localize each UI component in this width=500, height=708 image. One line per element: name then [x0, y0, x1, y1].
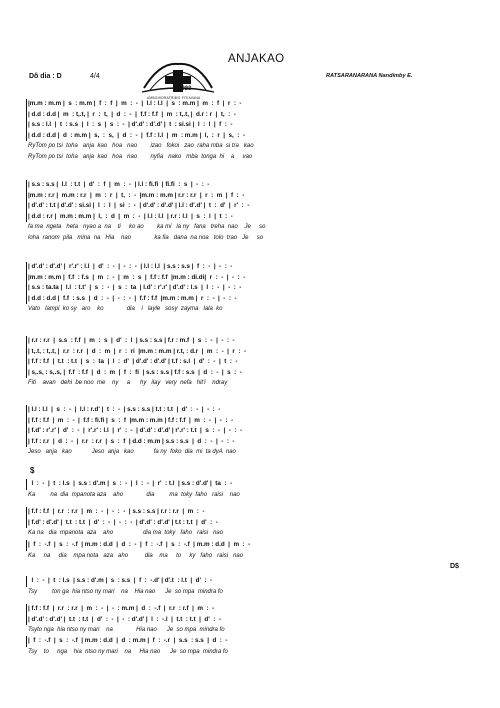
music-system — [28, 604, 472, 636]
lyrics-line: Ka na dia mpanota aza aho dia ma toky faho raisi nao — [28, 491, 240, 498]
segno-mark: $ — [30, 466, 35, 475]
music-system — [28, 405, 472, 458]
solfa-line: | f.d' : r'.r' | d' : - | r'.r' : l.l | r' : - | d'.d' : d'.d' | r'.r' : t.t | s : - | - : - — [28, 427, 243, 435]
system-bracket — [26, 507, 27, 528]
voice-parts — [28, 180, 472, 222]
lyrics-line: Fiti avan dehi be noo me ny a hy ilay very nefa hit'i ndray — [28, 380, 228, 387]
composer-name: RATSARANARANA Nandimby E. — [326, 73, 413, 79]
solfa-line: | d'.d' : d'.d' | t.t : t.t | d' : - | - : d'.d' | l : -.l | t.t : t.t | d' : - — [28, 615, 221, 623]
voice-parts — [28, 507, 472, 528]
lyrics-line: Tsy ton ga hia ntso ny mari na Hia nao Je so mpa mindra fo — [28, 588, 223, 595]
logo-year: 2023 — [178, 86, 192, 92]
solfa-line: | f : -.f | s : -.f | m.m : d.d | d : - | f : -.f | s : -.f | m.m : d.d | m : - — [28, 541, 251, 548]
solfa-line: | f.f : f.f | t.t : t.t | s : ta | l : d' | d'.d' : d'.d' | t.f : s.l | d' : - | t : - — [28, 358, 238, 366]
key-signature: Dô dia : D — [29, 73, 62, 80]
system-bracket — [26, 180, 27, 222]
solfa-line: | l.l : l.l | s : - | l.l : r.d' | t : - | s.s : s.s | t.t : t.t | d' : - | - : - — [28, 406, 221, 413]
solfa-line: | f.f : f.f | r.r : r.r | m : - | - : - | s.s : s.s | r.r : r.r | m : - — [28, 508, 205, 515]
voice-parts — [28, 540, 472, 551]
music-system — [28, 636, 472, 658]
solfa-line: | d'.d' : d'.d' | r'.r' : l.l | d' : - | - : - | l.l : l.l | s.s : s.s | f : - | - : - — [28, 263, 233, 270]
solfa-line: | d.d : d.d | d : m.m | s, : s, | d : - | f.f : l.l | m : m.m | l, : r | s, : - — [28, 131, 246, 139]
lyrics-line: Ka na dia mpa nota aza aho dia ma to ky faho raisi nao — [28, 552, 244, 559]
lyrics-line: Tsy to nga hia ntso ny mari na Hia nao Je so mpa mindra fo — [28, 648, 228, 655]
solfa-line: | s.s : s.s | l.l : t.t | d' : f | m : - | l.l : fi.fi | fi.fi : s | - : - — [28, 181, 210, 188]
lyrics-line: Jeso anja kao Jeso anja kao fa ny foko dia mi ta dyA nao — [28, 449, 236, 456]
lyrics-line: RyTom po tsi toha anja kao hoa nao izao fokoi zao raha mba si tra kao — [28, 143, 254, 150]
solfa-line: | s,.s, : s,.s, | f.f : f.f | d : m | f : fi | s.s : s.s | f.f : s.s | d : - | s : - — [28, 368, 242, 376]
music-system — [28, 540, 472, 562]
music-system — [28, 99, 472, 163]
lyrics-line: Vato lampi ko sy aro ko dia i layle sosy zayma lala ko — [28, 306, 223, 313]
solfa-line: |m.m : r.r | m.m : r.r | m : r | t, : - |m.m : m.m | r.r : r.r | r : m | f : - — [28, 191, 245, 199]
system-bracket — [26, 540, 27, 551]
solfa-line: l : - | t : l.s | s.s : d'.m | s : - | l : - | r' : t.l | s.s : d'.d' | ta : - — [28, 480, 233, 487]
song-title: ANJAKAO — [228, 53, 285, 65]
voice-parts — [28, 336, 472, 378]
voice-parts — [28, 405, 472, 447]
solfa-line: | r.r : r.r | s.s : f.f | m : s | d' : l | s.s : s.s | f.r : m.f | s : - | - : - — [28, 337, 235, 344]
solfa-line: |m.m : m.m | s : m.m | f : f | m : - | l.l : l.l | s : m.m | m : f | r : - — [28, 100, 242, 107]
dal-segno-mark: D$ — [450, 563, 459, 570]
system-bracket — [26, 636, 27, 647]
solfa-line: | s.s : ta.ta | l.l : t.t' | s : - | s : ta | l.d' : r'.r' | d'.d' : l.s | l : - | - : - — [28, 284, 242, 292]
system-bracket — [26, 576, 27, 587]
logo-caption: AMBOHIDRATRIMO FITIAVANA — [147, 96, 201, 100]
solfa-line: | d.d : d.d | m : t,.t, | r : t, | d : - | f.f : f.f | m : t,.t, | d.r : r | t, : - — [28, 110, 236, 118]
lyrics-line: loha ranom pila mina na Hia nao ka fia dana na noa tolo trao Je so — [28, 235, 264, 242]
solfa-line: | f : -.f | s : -.f | m.m : d.d | d : m.m | f : -.r | s.s : s.s | d : - — [28, 637, 228, 644]
music-system — [28, 479, 472, 501]
music-system — [28, 336, 472, 389]
voice-parts — [28, 99, 472, 141]
solfa-line: | s.s : l.l | t : s.s | l : s | s : - | d'.d' : d'.d' | t : si.si | l : l | f : - — [28, 121, 233, 129]
system-bracket — [26, 405, 27, 447]
system-bracket — [26, 99, 27, 141]
solfa-line: | f.f : r.r | d : - | r.r : r.r | s : f | d.d : m.m | s.s : s.s | d : - | - : - — [28, 437, 235, 445]
voice-parts — [28, 479, 472, 490]
music-system — [28, 576, 472, 598]
lyrics-line: Tsyto nga hia ntso ny mari na Hia nao Je so mpa mindra fo — [28, 627, 225, 634]
lyrics-line: fa ma ngeta heta nyao a na ti ko ao ka mi la ny fana treha nao Je so — [28, 224, 266, 231]
system-bracket — [26, 336, 27, 378]
solfa-line: | f.d' : d'.d' | t.t : t.t | d' : - | - : - | d'.d' : d'.d' | t.t : t.t | d' : - — [28, 518, 218, 526]
solfa-line: |m.m : m.m | f.f : f.s | m : - | m : s | f.f : f.f |m.m : di.di| r : - | - : - — [28, 273, 246, 281]
solfa-line: | t,.t, : t,.t, | r.r : r.r | d : m | r : ri |m.m : m.m | r.t, : d.r | m : - | r : - — [28, 347, 247, 355]
music-system — [28, 180, 472, 244]
system-bracket — [26, 262, 27, 304]
solfa-line: | d.d : d.d | f.f : s.s | d : - | - : - | f.f : f.f |m.m : m.m | r : - | - : - — [28, 294, 237, 302]
solfa-line: | d'.d' : t.t | d'.d' : si.si | l : l | si : - | d'.d' : d'.d' | l.l : d'.d' | t : d' | r' : - — [28, 202, 250, 210]
voice-parts — [28, 636, 472, 647]
lyrics-line: RyTom po tsi toha anja kao hoa nao nyfia nako mba tonga hi a vao — [28, 154, 253, 161]
solfa-line: l : - | t : l.s | s.s : d'.m | s : s.s | f : -.d' | d'.t : l.t | d' : - — [28, 577, 213, 584]
time-signature: 4/4 — [90, 73, 100, 80]
system-bracket — [26, 604, 27, 625]
voice-parts — [28, 576, 472, 587]
choir-logo — [140, 58, 216, 100]
voice-parts — [28, 262, 472, 304]
lyrics-line: Ka na dia mpanota aza aho dia ma toky faho raisi nao — [28, 530, 224, 537]
music-system — [28, 507, 472, 539]
solfa-line: | f.f : f.f | m : - | f.f : fi.fi | s : f |m.m : m.m | f.f : f.f | m : - | - : - — [28, 416, 234, 424]
solfa-line: | f.f : f.f | r.r : r.r | m : - | - : m.m | d : -.f | r.r : r.f | m : - — [28, 605, 215, 612]
solfa-line: | d.d : r.r | m.m : m.m | l, : d | m : - | l.l : l.l | r.r : l.l | s : l | t : - — [28, 212, 233, 220]
music-system — [28, 262, 472, 315]
system-bracket — [26, 479, 27, 490]
voice-parts — [28, 604, 472, 625]
